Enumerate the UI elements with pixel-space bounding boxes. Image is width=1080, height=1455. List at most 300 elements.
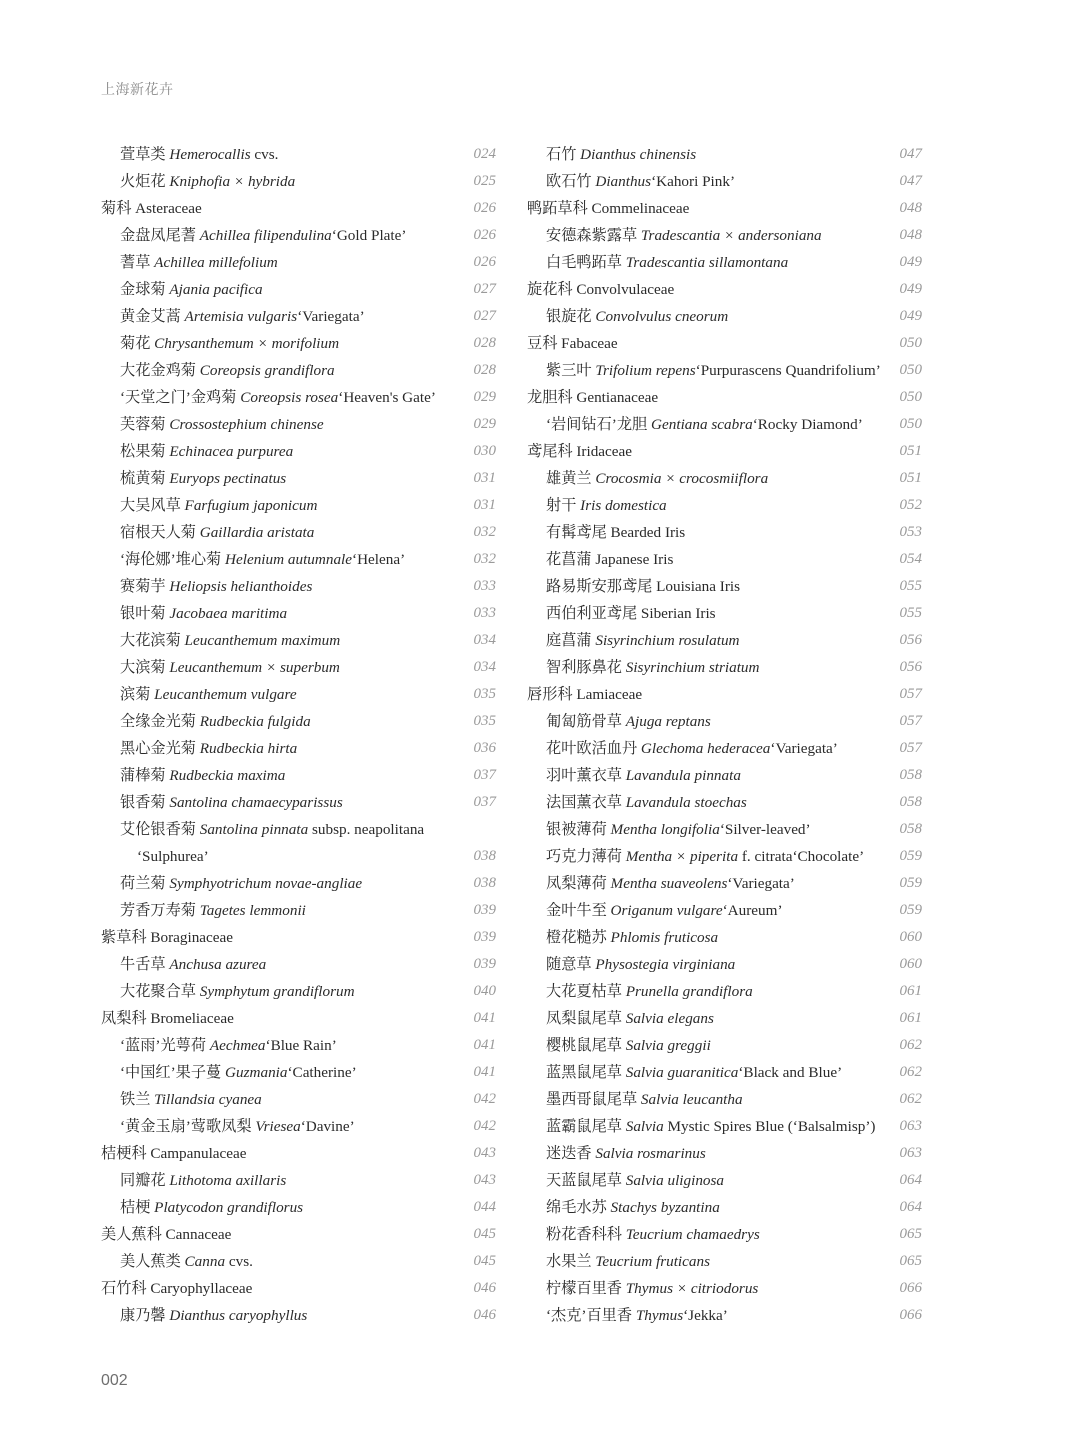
entry-text <box>546 708 711 735</box>
toc-species-entry[interactable] <box>527 951 922 978</box>
chinese-name: 滨菊 <box>120 686 155 703</box>
entry-text <box>546 303 728 330</box>
entry-text <box>120 411 324 438</box>
toc-species-entry[interactable] <box>101 222 496 249</box>
entry-page-number: 050 <box>899 335 922 351</box>
scientific-name: Salvia <box>625 1118 664 1135</box>
entry-text <box>527 195 689 222</box>
toc-species-entry[interactable] <box>101 951 496 978</box>
toc-species-entry[interactable] <box>101 654 496 681</box>
scientific-name: Salvia uliginosa <box>625 1172 725 1189</box>
toc-species-entry[interactable] <box>527 1248 922 1275</box>
scientific-name: Santolina pinnata <box>199 821 309 838</box>
entry-page-number: 058 <box>899 794 922 810</box>
toc-species-entry[interactable] <box>101 168 496 195</box>
toc-family-entry[interactable] <box>527 330 922 357</box>
entry-page-number: 028 <box>473 362 496 378</box>
name-suffix: cvs. <box>225 1253 253 1270</box>
scientific-name: Sisyrinchium rosulatum <box>595 632 740 649</box>
toc-species-entry[interactable] <box>101 627 496 654</box>
entry-text <box>546 1167 724 1194</box>
name-suffix: Bearded Iris <box>610 524 686 541</box>
chinese-name: 安德森紫露草 <box>546 227 641 244</box>
name-suffix: ‘Heaven's Gate’ <box>338 389 436 406</box>
toc-species-entry[interactable] <box>101 1167 496 1194</box>
chinese-name: 匍匐筋骨草 <box>546 713 626 730</box>
page-number: 002 <box>101 1372 128 1389</box>
toc-species-entry[interactable] <box>527 1194 922 1221</box>
scientific-name: Hemerocallis <box>169 146 251 163</box>
entry-page-number: 035 <box>473 686 496 702</box>
scientific-name: Farfugium japonicum <box>184 497 318 514</box>
name-suffix: ‘Blue Rain’ <box>265 1037 337 1054</box>
running-title: 上海新花卉 <box>101 81 174 97</box>
toc-species-entry[interactable] <box>101 303 496 330</box>
scientific-name: Guzmania <box>225 1064 288 1081</box>
toc-species-entry[interactable] <box>101 384 496 411</box>
entry-page-number: 047 <box>899 173 922 189</box>
entry-text <box>546 1302 728 1329</box>
entry-page-number: 063 <box>899 1118 922 1134</box>
toc-species-entry[interactable] <box>527 1140 922 1167</box>
entry-page-number: 050 <box>899 416 922 432</box>
toc-species-entry[interactable] <box>101 357 496 384</box>
entry-text <box>120 978 355 1005</box>
entry-text <box>546 978 753 1005</box>
scientific-name: Stachys byzantina <box>610 1199 720 1216</box>
entry-page-number: 066 <box>899 1280 922 1296</box>
toc-species-entry[interactable] <box>101 735 496 762</box>
scientific-name: Salvia guaranitica <box>625 1064 739 1081</box>
chinese-name: 大花金鸡菊 <box>120 362 200 379</box>
toc-species-entry[interactable] <box>527 1032 922 1059</box>
entry-page-number: 064 <box>899 1199 922 1215</box>
name-suffix: ‘Catherine’ <box>287 1064 357 1081</box>
toc-species-entry[interactable] <box>527 627 922 654</box>
entry-text <box>546 1275 758 1302</box>
entry-page-number: 030 <box>473 443 496 459</box>
chinese-name: 美人蕉科 <box>101 1226 166 1243</box>
entry-text <box>546 1005 714 1032</box>
scientific-name: Iris domestica <box>580 497 667 514</box>
toc-species-entry[interactable] <box>101 546 496 573</box>
entry-text <box>546 1248 710 1275</box>
name-suffix: subsp. neapolitana <box>308 821 425 838</box>
chinese-name: ‘黄金玉扇’莺歌凤梨 <box>120 1118 256 1135</box>
entry-text <box>546 519 685 546</box>
entry-text <box>546 951 735 978</box>
entry-text <box>120 492 317 519</box>
entry-text <box>546 141 696 168</box>
entry-page-number: 060 <box>899 929 922 945</box>
entry-page-number: 031 <box>473 470 496 486</box>
entry-page-number: 065 <box>899 1253 922 1269</box>
entry-text <box>546 1194 720 1221</box>
toc-family-entry[interactable] <box>527 384 922 411</box>
name-suffix: ‘Davine’ <box>300 1118 355 1135</box>
scientific-name: Salvia elegans <box>625 1010 714 1027</box>
scientific-name: Mentha suaveolens <box>610 875 728 892</box>
toc-species-entry[interactable] <box>527 249 922 276</box>
chinese-name: 蓝黑鼠尾草 <box>546 1064 626 1081</box>
scientific-name: Tradescantia sillamontana <box>625 254 789 271</box>
entry-text <box>546 573 740 600</box>
chinese-name: 艾伦银香菊 <box>120 821 200 838</box>
entry-text <box>546 1032 711 1059</box>
entry-page-number: 051 <box>899 443 922 459</box>
entry-text <box>120 276 263 303</box>
entry-text <box>101 1140 247 1167</box>
name-suffix: Asteraceae <box>135 200 202 217</box>
chinese-name: 大吴风草 <box>120 497 185 514</box>
scientific-name: Heliopsis helianthoides <box>169 578 313 595</box>
toc-species-entry[interactable] <box>527 897 922 924</box>
toc-species-entry[interactable] <box>527 1059 922 1086</box>
entry-text <box>120 627 340 654</box>
toc-species-entry[interactable] <box>101 276 496 303</box>
name-suffix: Commelinaceae <box>591 200 690 217</box>
toc-species-entry[interactable] <box>527 1221 922 1248</box>
chinese-name: 同瓣花 <box>120 1172 170 1189</box>
entry-page-number: 033 <box>473 605 496 621</box>
name-suffix: cvs. <box>250 146 279 163</box>
chinese-name: 唇形科 <box>527 686 577 703</box>
name-suffix: ‘Jekka’ <box>683 1307 728 1324</box>
scientific-name: Coreopsis grandiflora <box>199 362 335 379</box>
toc-species-entry[interactable] <box>527 924 922 951</box>
entry-text <box>546 222 822 249</box>
toc-species-entry[interactable] <box>101 438 496 465</box>
entry-page-number: 057 <box>899 713 922 729</box>
entry-page-number: 039 <box>473 902 496 918</box>
toc-species-entry[interactable] <box>101 1194 496 1221</box>
chinese-name: 雄黄兰 <box>546 470 596 487</box>
entry-page-number: 065 <box>899 1226 922 1242</box>
entry-text <box>120 897 306 924</box>
toc-species-entry[interactable] <box>101 789 496 816</box>
chinese-name: 西伯利亚鸢尾 <box>546 605 641 622</box>
toc-species-entry[interactable] <box>527 546 922 573</box>
name-suffix: ‘Variegata’ <box>727 875 795 892</box>
entry-text <box>120 546 405 573</box>
name-suffix: Siberian Iris <box>640 605 716 622</box>
entry-page-number: 029 <box>473 416 496 432</box>
toc-species-entry[interactable] <box>101 330 496 357</box>
chinese-name: 粉花香科科 <box>546 1226 626 1243</box>
chinese-name: ‘蓝雨’光萼荷 <box>120 1037 210 1054</box>
toc-species-entry[interactable] <box>101 465 496 492</box>
toc-species-entry[interactable] <box>527 168 922 195</box>
entry-page-number: 040 <box>473 983 496 999</box>
toc-species-entry[interactable] <box>527 411 922 438</box>
entry-page-number: 043 <box>473 1172 496 1188</box>
scientific-name: Echinacea purpurea <box>169 443 294 460</box>
scientific-name: Thymus × citriodorus <box>625 1280 759 1297</box>
toc-species-entry[interactable] <box>101 411 496 438</box>
toc-species-entry[interactable] <box>527 600 922 627</box>
entry-text <box>546 1221 760 1248</box>
entry-page-number: 026 <box>473 254 496 270</box>
entry-text <box>546 357 881 384</box>
entry-text <box>120 816 424 843</box>
chinese-name: 桔梗科 <box>101 1145 151 1162</box>
chinese-name: 美人蕉类 <box>120 1253 185 1270</box>
toc-species-entry[interactable] <box>101 600 496 627</box>
toc-species-entry[interactable] <box>527 357 922 384</box>
chinese-name: 鸢尾科 <box>527 443 577 460</box>
entry-text <box>101 1005 234 1032</box>
name-suffix: Convolvulaceae <box>576 281 675 298</box>
chinese-name: 蓍草 <box>120 254 155 271</box>
toc-species-entry[interactable] <box>527 573 922 600</box>
toc-family-entry[interactable] <box>527 276 922 303</box>
chinese-name: 芙蓉菊 <box>120 416 170 433</box>
toc-species-entry[interactable] <box>527 735 922 762</box>
scientific-name: Sisyrinchium striatum <box>625 659 760 676</box>
chinese-name: 鸭跖草科 <box>527 200 592 217</box>
toc-species-entry[interactable] <box>101 1032 496 1059</box>
entry-text <box>546 843 864 870</box>
entry-page-number: 043 <box>473 1145 496 1161</box>
entry-page-number: 062 <box>899 1091 922 1107</box>
toc-species-entry[interactable] <box>101 1302 496 1329</box>
entry-text <box>546 789 747 816</box>
entry-page-number: 046 <box>473 1307 496 1323</box>
entry-text <box>120 438 293 465</box>
toc-species-entry[interactable] <box>527 843 922 870</box>
entry-page-number: 024 <box>473 146 496 162</box>
entry-page-number: 061 <box>899 983 922 999</box>
entry-text <box>120 1302 307 1329</box>
entry-page-number: 045 <box>473 1253 496 1269</box>
scientific-name: Mentha × piperita <box>625 848 739 865</box>
scientific-name: Tradescantia × andersoniana <box>640 227 822 244</box>
toc-species-entry[interactable] <box>101 897 496 924</box>
chinese-name: 欧石竹 <box>546 173 596 190</box>
toc-species-entry[interactable] <box>527 789 922 816</box>
toc-column-right <box>527 141 922 1329</box>
entry-page-number: 047 <box>899 146 922 162</box>
toc-family-entry[interactable] <box>101 1140 496 1167</box>
entry-page-number: 058 <box>899 767 922 783</box>
toc-family-entry[interactable] <box>101 195 496 222</box>
entry-page-number: 026 <box>473 227 496 243</box>
chinese-name: 黑心金光菊 <box>120 740 200 757</box>
chinese-name: 水果兰 <box>546 1253 596 1270</box>
entry-page-number: 059 <box>899 902 922 918</box>
chinese-name: 花菖蒲 <box>546 551 596 568</box>
toc-family-entry[interactable] <box>101 1275 496 1302</box>
toc-species-entry[interactable] <box>101 843 496 870</box>
toc-species-entry[interactable] <box>527 1005 922 1032</box>
entry-text <box>101 1221 231 1248</box>
entry-text <box>546 870 795 897</box>
scientific-name: Physostegia virginiana <box>595 956 736 973</box>
chinese-name: 宿根天人菊 <box>120 524 200 541</box>
scientific-name: Chrysanthemum × morifolium <box>154 335 340 352</box>
toc-family-entry[interactable] <box>527 195 922 222</box>
toc-species-entry[interactable] <box>101 1086 496 1113</box>
toc-species-entry[interactable] <box>101 492 496 519</box>
chinese-name: 银叶菊 <box>120 605 170 622</box>
toc-species-entry[interactable] <box>527 978 922 1005</box>
chinese-name: 铁兰 <box>120 1091 155 1108</box>
name-suffix: ‘Purpurascens Quandrifolium’ <box>695 362 881 379</box>
toc-species-entry[interactable] <box>101 708 496 735</box>
chinese-name: 迷迭香 <box>546 1145 596 1162</box>
chinese-name: 菊科 <box>101 200 136 217</box>
toc-species-entry[interactable] <box>101 249 496 276</box>
toc-family-entry[interactable] <box>101 1221 496 1248</box>
toc-species-entry[interactable] <box>527 654 922 681</box>
name-suffix: Cannaceae <box>165 1226 232 1243</box>
chinese-name: 桔梗 <box>120 1199 155 1216</box>
toc-species-entry[interactable] <box>527 1167 922 1194</box>
toc-species-entry[interactable] <box>527 141 922 168</box>
entry-text <box>120 1086 262 1113</box>
chinese-name: 大花夏枯草 <box>546 983 626 1000</box>
chinese-name: ‘岩间钻石’龙胆 <box>546 416 652 433</box>
entry-page-number: 057 <box>899 686 922 702</box>
entry-page-number: 025 <box>473 173 496 189</box>
scientific-name: Salvia greggii <box>625 1037 711 1054</box>
name-suffix: ‘Silver-leaved’ <box>719 821 811 838</box>
entry-page-number: 057 <box>899 740 922 756</box>
entry-text <box>120 1194 303 1221</box>
toc-family-entry[interactable] <box>527 681 922 708</box>
entry-page-number: 048 <box>899 200 922 216</box>
toc-species-entry[interactable] <box>101 519 496 546</box>
scientific-name: Gaillardia aristata <box>199 524 315 541</box>
toc-species-entry[interactable] <box>101 1248 496 1275</box>
toc-species-entry[interactable] <box>101 762 496 789</box>
toc-family-entry[interactable] <box>527 438 922 465</box>
scientific-name: Tillandsia cyanea <box>154 1091 262 1108</box>
chinese-name: 凤梨薄荷 <box>546 875 611 892</box>
chinese-name: 庭菖蒲 <box>546 632 596 649</box>
scientific-name: Gentiana scabra <box>651 416 753 433</box>
entry-text <box>101 195 202 222</box>
scientific-name: Santolina chamaecyparissus <box>169 794 343 811</box>
entry-text <box>546 762 741 789</box>
chinese-name: 墨西哥鼠尾草 <box>546 1091 641 1108</box>
toc-species-entry[interactable] <box>527 303 922 330</box>
scientific-name: Ajania pacifica <box>169 281 263 298</box>
toc-species-entry[interactable] <box>527 708 922 735</box>
entry-text <box>120 654 340 681</box>
entry-page-number: 050 <box>899 389 922 405</box>
entry-text <box>120 1059 357 1086</box>
scientific-name: Lavandula pinnata <box>625 767 741 784</box>
entry-text <box>546 465 768 492</box>
entry-page-number: 063 <box>899 1145 922 1161</box>
chinese-name: 巧克力薄荷 <box>546 848 626 865</box>
chinese-name: 智利豚鼻花 <box>546 659 626 676</box>
name-suffix: ‘Black and Blue’ <box>738 1064 843 1081</box>
chinese-name: 金盘凤尾蓍 <box>120 227 200 244</box>
toc-species-entry[interactable] <box>527 465 922 492</box>
entry-page-number: 058 <box>899 821 922 837</box>
entry-text <box>120 1113 355 1140</box>
toc-species-entry[interactable] <box>527 1275 922 1302</box>
entry-page-number: 027 <box>473 308 496 324</box>
name-suffix: ‘Kahori Pink’ <box>651 173 736 190</box>
toc-species-entry[interactable] <box>101 816 496 843</box>
toc-species-entry[interactable] <box>101 1059 496 1086</box>
chinese-name: 康乃馨 <box>120 1307 170 1324</box>
entry-text <box>101 1275 252 1302</box>
toc-species-entry[interactable] <box>527 519 922 546</box>
chinese-name: 牛舌草 <box>120 956 170 973</box>
toc-species-entry[interactable] <box>527 870 922 897</box>
toc-species-entry[interactable] <box>101 141 496 168</box>
entry-text <box>120 762 285 789</box>
scientific-name: Artemisia vulgaris <box>184 308 298 325</box>
entry-text <box>546 924 718 951</box>
toc-species-entry[interactable] <box>101 681 496 708</box>
chinese-name: 菊花 <box>120 335 155 352</box>
toc-family-entry[interactable] <box>101 1005 496 1032</box>
entry-text <box>546 1113 875 1140</box>
toc-species-entry[interactable] <box>101 870 496 897</box>
entry-page-number: 055 <box>899 578 922 594</box>
toc-species-entry[interactable] <box>527 762 922 789</box>
entry-text <box>120 330 339 357</box>
entry-text <box>527 681 642 708</box>
entry-text <box>546 1086 743 1113</box>
toc-species-entry[interactable] <box>527 492 922 519</box>
chinese-name: 石竹 <box>546 146 581 163</box>
name-suffix: ‘Sulphurea’ <box>137 848 209 865</box>
chinese-name: 路易斯安那鸢尾 <box>546 578 657 595</box>
toc-species-entry[interactable] <box>527 1086 922 1113</box>
entry-page-number: 041 <box>473 1037 496 1053</box>
toc-species-entry[interactable] <box>527 1113 922 1140</box>
chinese-name: ‘天堂之门’金鸡菊 <box>120 389 241 406</box>
entry-page-number: 038 <box>473 875 496 891</box>
scientific-name: Leucanthemum maximum <box>184 632 341 649</box>
toc-species-entry[interactable] <box>527 1302 922 1329</box>
entry-text <box>546 735 838 762</box>
entry-page-number: 042 <box>473 1091 496 1107</box>
scientific-name: Lithotoma axillaris <box>169 1172 287 1189</box>
toc-species-entry[interactable] <box>527 222 922 249</box>
scientific-name: Crocosmia × crocosmiiflora <box>595 470 769 487</box>
toc-species-entry[interactable] <box>101 1113 496 1140</box>
name-suffix: ‘Variegata’ <box>297 308 365 325</box>
entry-page-number: 064 <box>899 1172 922 1188</box>
entry-page-number: 051 <box>899 470 922 486</box>
scientific-name: Mentha longifolia <box>610 821 720 838</box>
entry-page-number: 049 <box>899 308 922 324</box>
toc-species-entry[interactable] <box>527 816 922 843</box>
toc-family-entry[interactable] <box>101 924 496 951</box>
toc-species-entry[interactable] <box>101 573 496 600</box>
entry-text <box>546 168 735 195</box>
entry-text <box>120 465 286 492</box>
scientific-name: Jacobaea maritima <box>169 605 288 622</box>
entry-page-number: 039 <box>473 956 496 972</box>
chinese-name: 龙胆科 <box>527 389 577 406</box>
entry-page-number: 048 <box>899 227 922 243</box>
chinese-name: 蓝霸鼠尾草 <box>546 1118 626 1135</box>
entry-text <box>546 600 716 627</box>
name-suffix: Lamiaceae <box>576 686 643 703</box>
entry-text <box>527 330 618 357</box>
scientific-name: Ajuga reptans <box>625 713 711 730</box>
toc-species-entry[interactable] <box>101 978 496 1005</box>
entry-text <box>120 303 365 330</box>
